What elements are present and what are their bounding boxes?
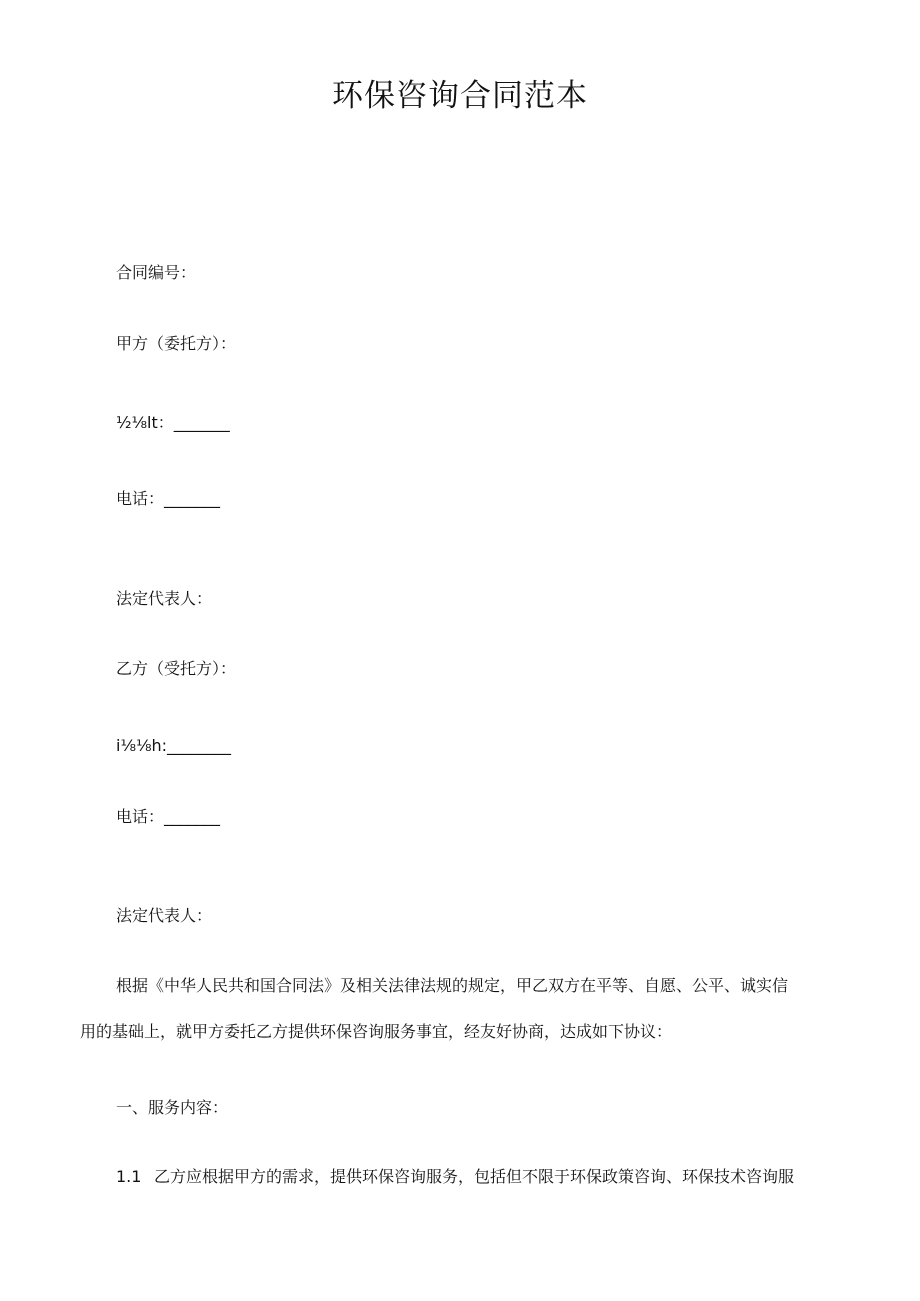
party-b-representative-label: 法定代表人： [116,906,213,925]
contract-number-label: 合同编号： [116,263,197,282]
party-a-phone-line [116,488,220,510]
party-a-representative-label: 法定代表人： [116,589,213,608]
party-a-address-blank: _______ [173,413,230,432]
party-b-phone-line [116,806,220,828]
party-b-phone-label: 电话： [116,807,165,826]
clause-1-1 [116,1166,794,1188]
party-a-heading: 甲方（委托方）： [116,334,237,353]
party-b-address-line [116,735,231,757]
party-a-phone-label: 电话： [116,489,165,508]
clause-1-1-text: 乙方应根据甲方的需求，提供环保咨询服务，包括但不限于环保政策咨询、环保技术咨询服 [154,1167,795,1186]
party-b-phone-blank: _______ [164,807,221,826]
party-b-address-label: i⅛⅛h: [116,736,167,755]
party-b-address-blank: ________ [167,736,231,755]
preamble-line-2: 用的基础上，就甲方委托乙方提供环保咨询服务事宜，经友好协商，达成如下协议： [80,1022,673,1041]
section-1-heading: 一、服务内容： [116,1098,229,1117]
party-a-address-label: ½⅛lt： [116,413,174,432]
clause-1-1-number: 1.1 [116,1167,142,1186]
document-title: 环保咨询合同范本 [332,78,588,114]
party-a-address-line [116,412,230,434]
party-b-heading: 乙方（受托方）： [116,659,237,678]
party-a-phone-blank: _______ [164,489,221,508]
preamble-line-1: 根据《中华人民共和国合同法》及相关法律法规的规定，甲乙双方在平等、自愿、公平、诚实信 [116,976,789,995]
